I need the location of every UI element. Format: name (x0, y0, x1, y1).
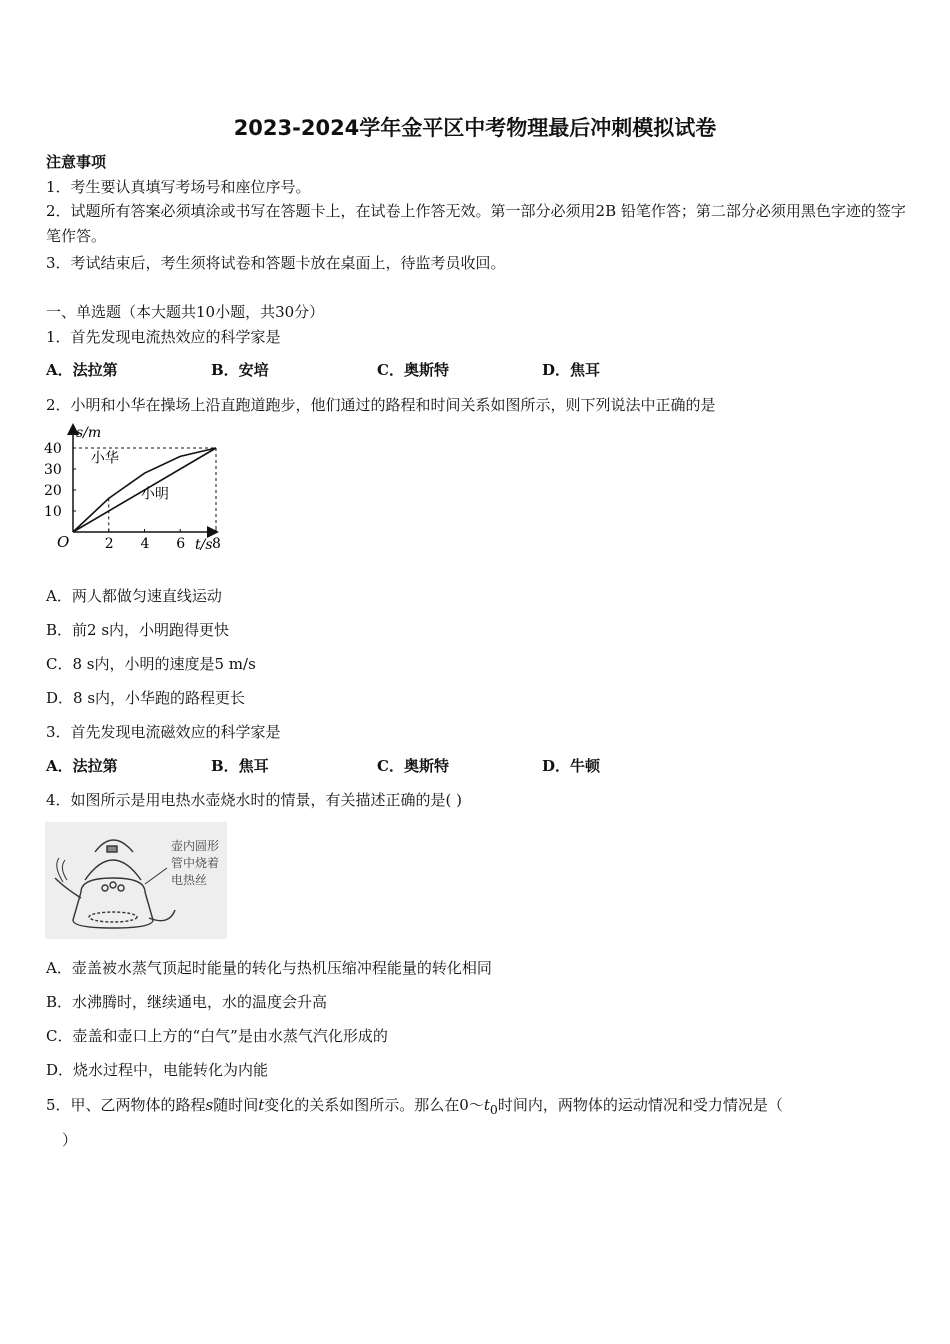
q4-option-d: D．烧水过程中，电能转化为内能 (46, 1061, 269, 1079)
notice-item-2: 2．试题所有答案必须填涂或书写在答题卡上，在试卷上作答无效。第一部分必须用2B 铅笔作答；第二部分必须用黑色字迹的签字笔作答。 (46, 202, 906, 245)
q1-option-b: B．安培 (211, 361, 269, 379)
q5-stem-part-a: 5．甲、乙两物体的路程 (46, 1096, 206, 1114)
q4-option-a: A．壶盖被水蒸气顶起时能量的转化与热机压缩冲程能量的转化相同 (46, 959, 492, 977)
page-title: 2023-2024学年金平区中考物理最后冲刺模拟试卷 (233, 116, 717, 140)
y-tick-label-40: 40 (44, 441, 62, 457)
figure-label-line-1: 壶内圆形 (171, 839, 220, 853)
notice-item-1: 1．考生要认真填写考场号和座位序号。 (46, 178, 311, 196)
series-label-xiaoming: 小明 (140, 486, 169, 503)
x-axis-label: t/s (195, 537, 213, 553)
y-tick-label-30: 30 (44, 462, 62, 478)
notice-heading: 注意事项 (46, 153, 107, 171)
q3-option-b: B．焦耳 (211, 757, 269, 775)
x-tick-label-2: 2 (104, 536, 114, 552)
q5-stem-part-d: 时间内，两物体的运动情况和受力情况是（ (497, 1096, 783, 1114)
x-tick-label-4: 4 (140, 536, 150, 552)
q2-option-c: C．8 s内，小明的速度是5 m/s (46, 655, 256, 673)
q2-option-b: B．前2 s内，小明跑得更快 (46, 621, 230, 639)
figure-label-line-3: 电热丝 (171, 873, 208, 887)
q1-option-c: C．奥斯特 (377, 361, 449, 379)
notice-item-3: 3．考试结束后，考生须将试卷和答题卡放在桌面上，待监考员收回。 (46, 254, 506, 272)
q5-stem (46, 1095, 783, 1120)
q5-var-t: t (258, 1096, 265, 1114)
y-tick-label-10: 10 (44, 504, 62, 520)
origin-label: O (57, 533, 70, 551)
q5-var-t0: t (483, 1096, 490, 1114)
x-tick-label-8: 8 (212, 536, 221, 552)
q3-options (46, 756, 746, 776)
q3-option-c: C．奥斯特 (377, 757, 449, 775)
q3-option-a: A．法拉第 (46, 757, 118, 775)
q2-option-a: A．两人都做匀速直线运动 (46, 587, 222, 605)
q2-distance-time-graph (40, 420, 225, 560)
q1-option-a: A．法拉第 (46, 361, 118, 379)
q2-stem: 2．小明和小华在操场上沿直跑道跑步，他们通过的路程和时间关系如图所示，则下列说法中正确的是 (46, 396, 716, 414)
series-label-xiaohua: 小华 (90, 450, 119, 467)
q1-stem: 1．首先发现电流热效应的科学家是 (46, 328, 281, 346)
q3-option-d: D．牛顿 (542, 757, 601, 775)
section-heading: 一、单选题（本大题共10小题，共30分） (46, 303, 325, 321)
y-axis-label: s/m (76, 425, 102, 441)
q5-stem-part-c: 变化的关系如图所示。那么在0～ (264, 1096, 484, 1114)
q3-stem: 3．首先发现电流磁效应的科学家是 (46, 723, 281, 741)
q2-option-d: D．8 s内，小华跑的路程更长 (46, 689, 246, 707)
q5-sub-0: 0 (489, 1102, 498, 1117)
q1-option-d: D．焦耳 (542, 361, 601, 379)
y-tick-label-20: 20 (44, 483, 62, 499)
q4-option-c: C．壶盖和壶口上方的“白气”是由水蒸气汽化形成的 (46, 1027, 388, 1045)
q5-stem-end: ） (62, 1131, 78, 1149)
figure-label-line-2: 管中烧着 (171, 856, 220, 870)
q4-option-b: B．水沸腾时，继续通电，水的温度会升高 (46, 993, 328, 1011)
q4-kettle-figure (45, 822, 227, 939)
q5-var-s: s (205, 1096, 214, 1114)
q1-options (46, 360, 746, 380)
q4-stem: 4．如图所示是用电热水壶烧水时的情景，有关描述正确的是( ) (46, 791, 463, 809)
q5-stem-part-b: 随时间 (213, 1096, 259, 1114)
x-tick-label-6: 6 (176, 536, 186, 552)
